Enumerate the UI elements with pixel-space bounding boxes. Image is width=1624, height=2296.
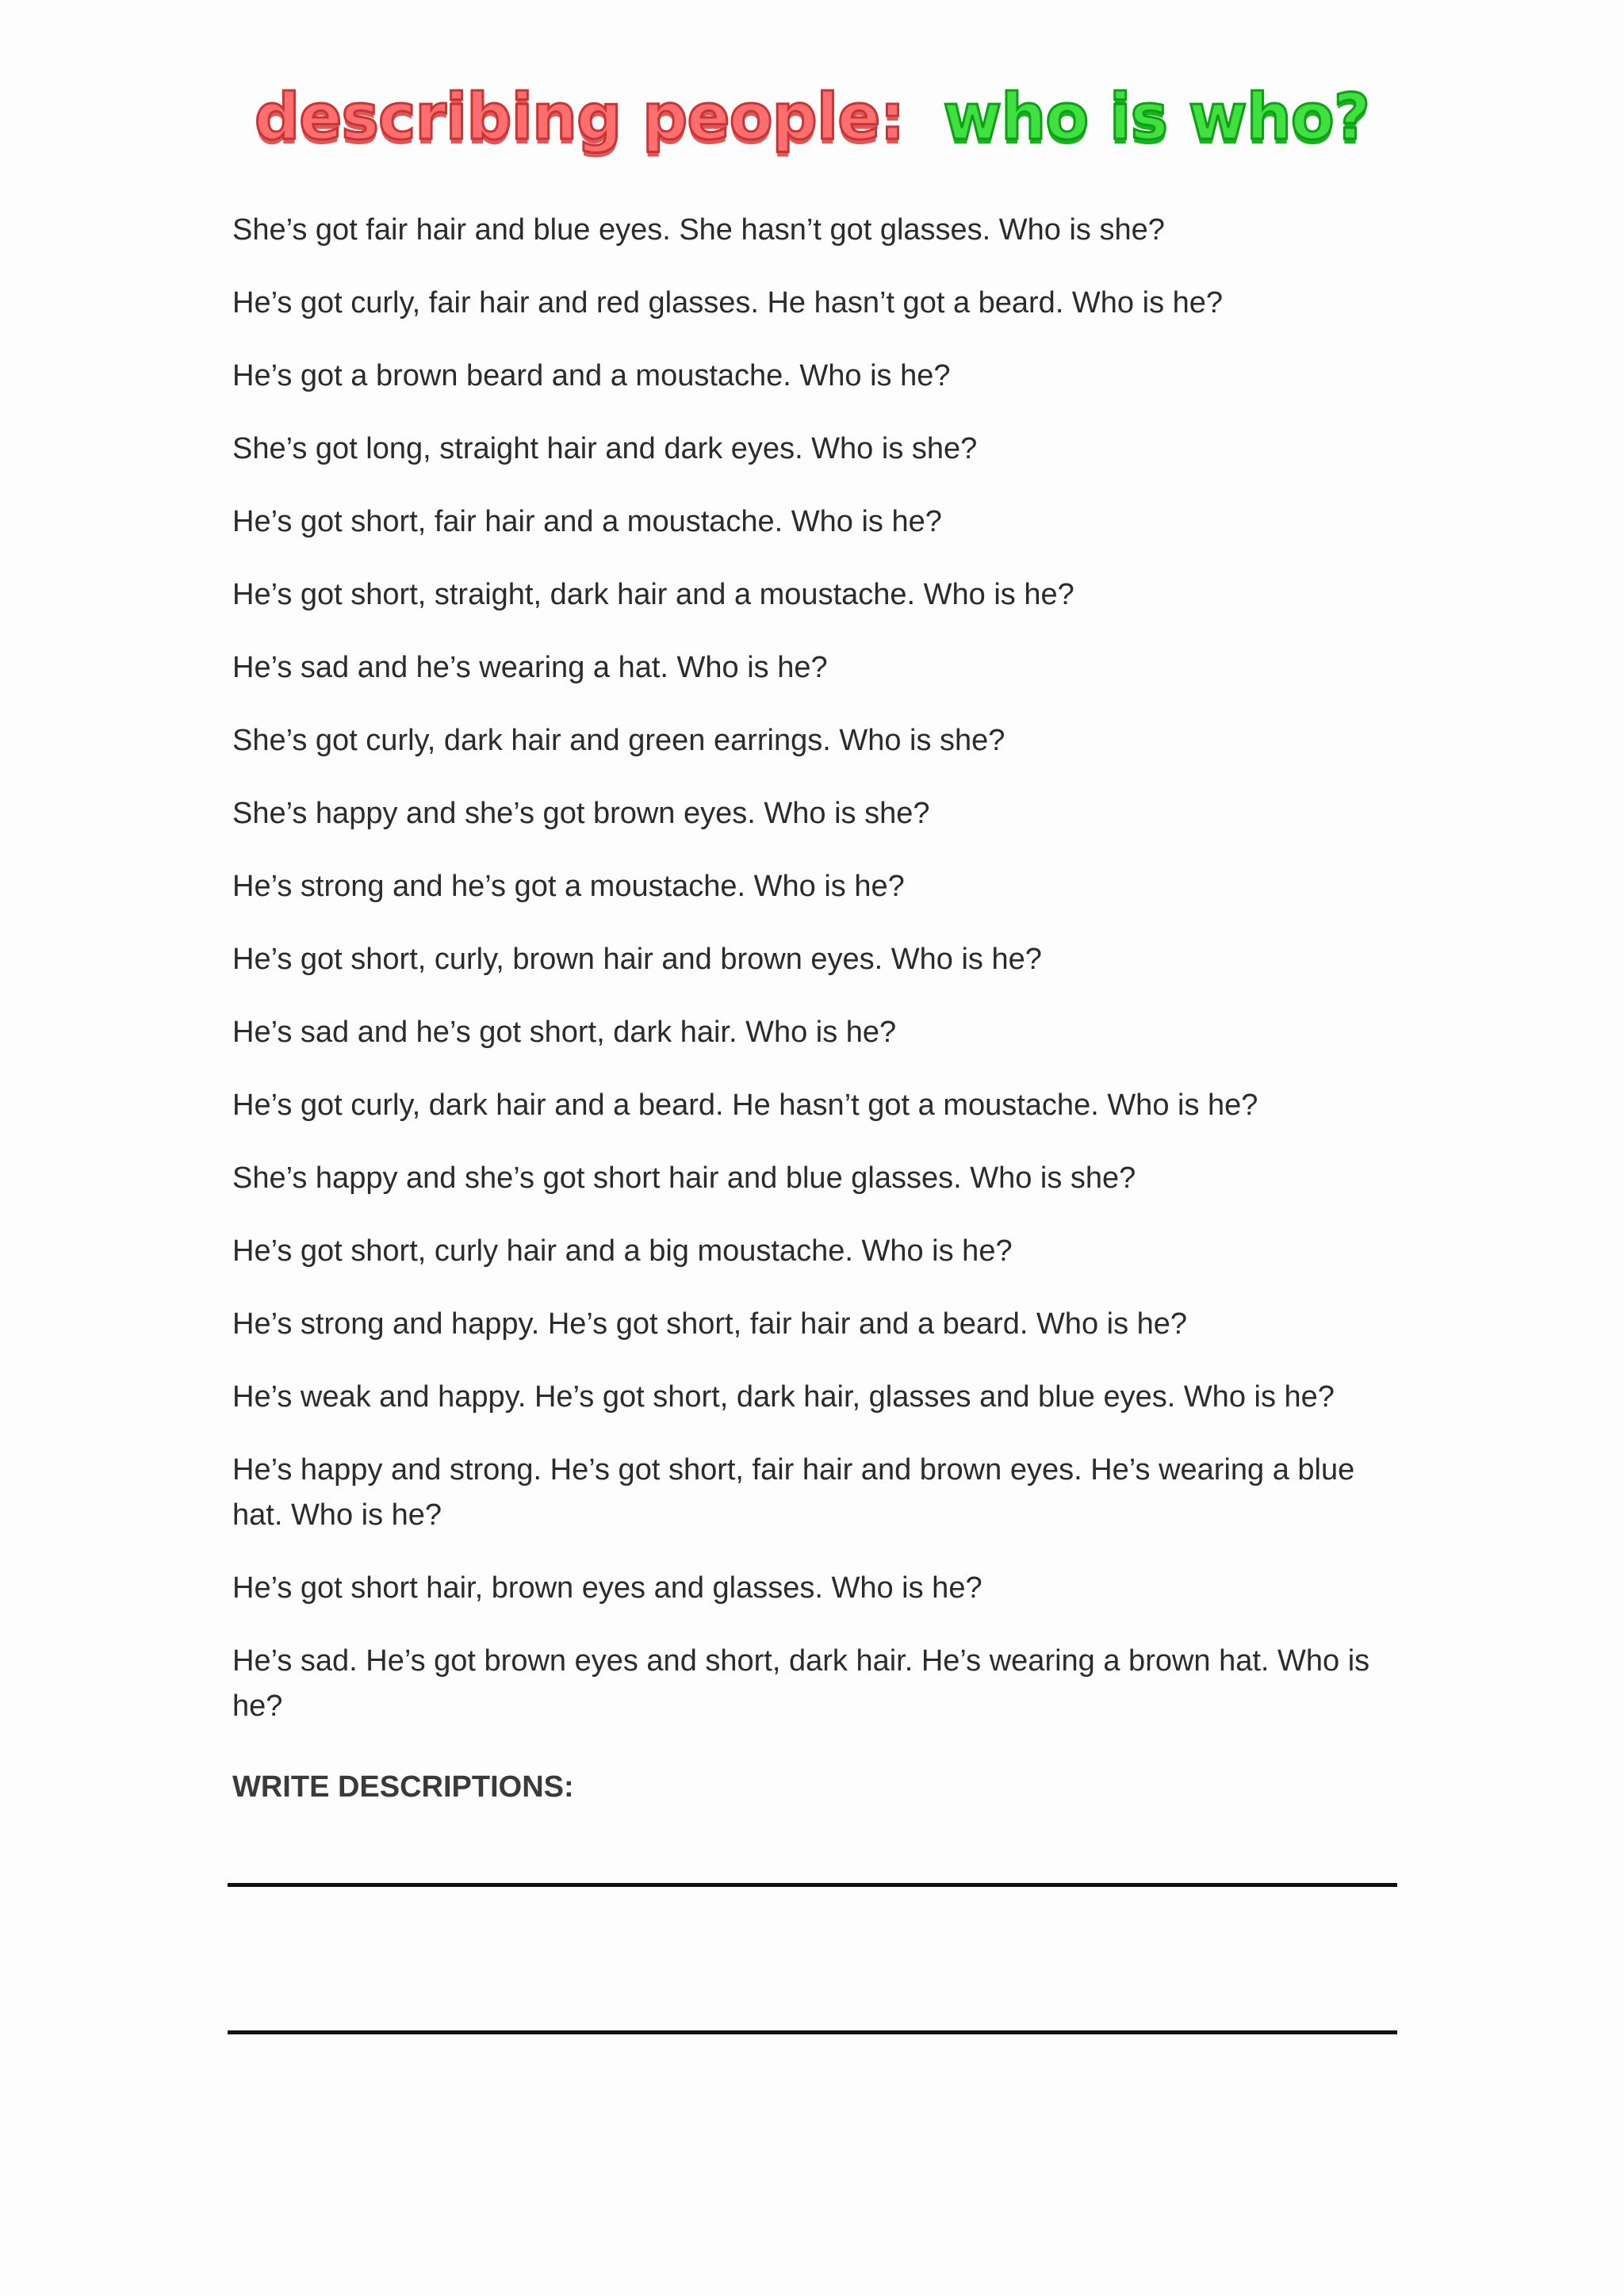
question-item: He’s happy and strong. He’s got short, fair hair and brown eyes. He’s wearing a blue hat. Who is he? xyxy=(232,1453,1355,1532)
question-item: She’s got curly, dark hair and green earrings. Who is she? xyxy=(232,724,1005,757)
question-item: He’s sad and he’s got short, dark hair. Who is he? xyxy=(232,1016,897,1049)
question-list xyxy=(232,208,1374,1757)
question-item: He’s sad and he’s wearing a hat. Who is he? xyxy=(232,651,828,684)
question-item: He’s strong and happy. He’s got short, fair hair and a beard. Who is he? xyxy=(232,1307,1188,1341)
question-item: He’s got short, straight, dark hair and a moustache. Who is he? xyxy=(232,578,1074,611)
question-item: He’s sad. He’s got brown eyes and short, dark hair. He’s wearing a brown hat. Who is he? xyxy=(232,1644,1370,1723)
answer-line xyxy=(228,1883,1397,1887)
worksheet-title xyxy=(0,80,1624,154)
question-item: She’s happy and she’s got brown eyes. Who is she? xyxy=(232,797,930,830)
question-item: He’s got curly, fair hair and red glasses. He hasn’t got a beard. Who is he? xyxy=(232,286,1224,320)
question-item: He’s weak and happy. He’s got short, dark hair, glasses and blue eyes. Who is he? xyxy=(232,1380,1335,1414)
title-describing-people: describing people: xyxy=(254,80,905,154)
question-item: He’s strong and he’s got a moustache. Who is he? xyxy=(232,870,905,903)
answer-line xyxy=(228,2030,1397,2034)
question-item: He’s got short, curly hair and a big moustache. Who is he? xyxy=(232,1234,1013,1268)
question-item: He’s got curly, dark hair and a beard. He hasn’t got a moustache. Who is he? xyxy=(232,1089,1258,1122)
question-item: She’s happy and she’s got short hair and blue glasses. Who is she? xyxy=(232,1161,1136,1195)
question-item: She’s got long, straight hair and dark eyes. Who is she? xyxy=(232,432,978,465)
question-item: He’s got short hair, brown eyes and glasses. Who is he? xyxy=(232,1571,982,1605)
question-item: He’s got a brown beard and a moustache. Who is he? xyxy=(232,359,951,392)
question-item: He’s got short, fair hair and a moustache. Who is he? xyxy=(232,505,942,538)
write-descriptions-heading: WRITE DESCRIPTIONS: xyxy=(232,1770,574,1804)
question-item: She’s got fair hair and blue eyes. She hasn’t got glasses. Who is she? xyxy=(232,213,1165,247)
question-item: He’s got short, curly, brown hair and brown eyes. Who is he? xyxy=(232,943,1042,976)
title-who-is-who: who is who? xyxy=(943,80,1370,154)
